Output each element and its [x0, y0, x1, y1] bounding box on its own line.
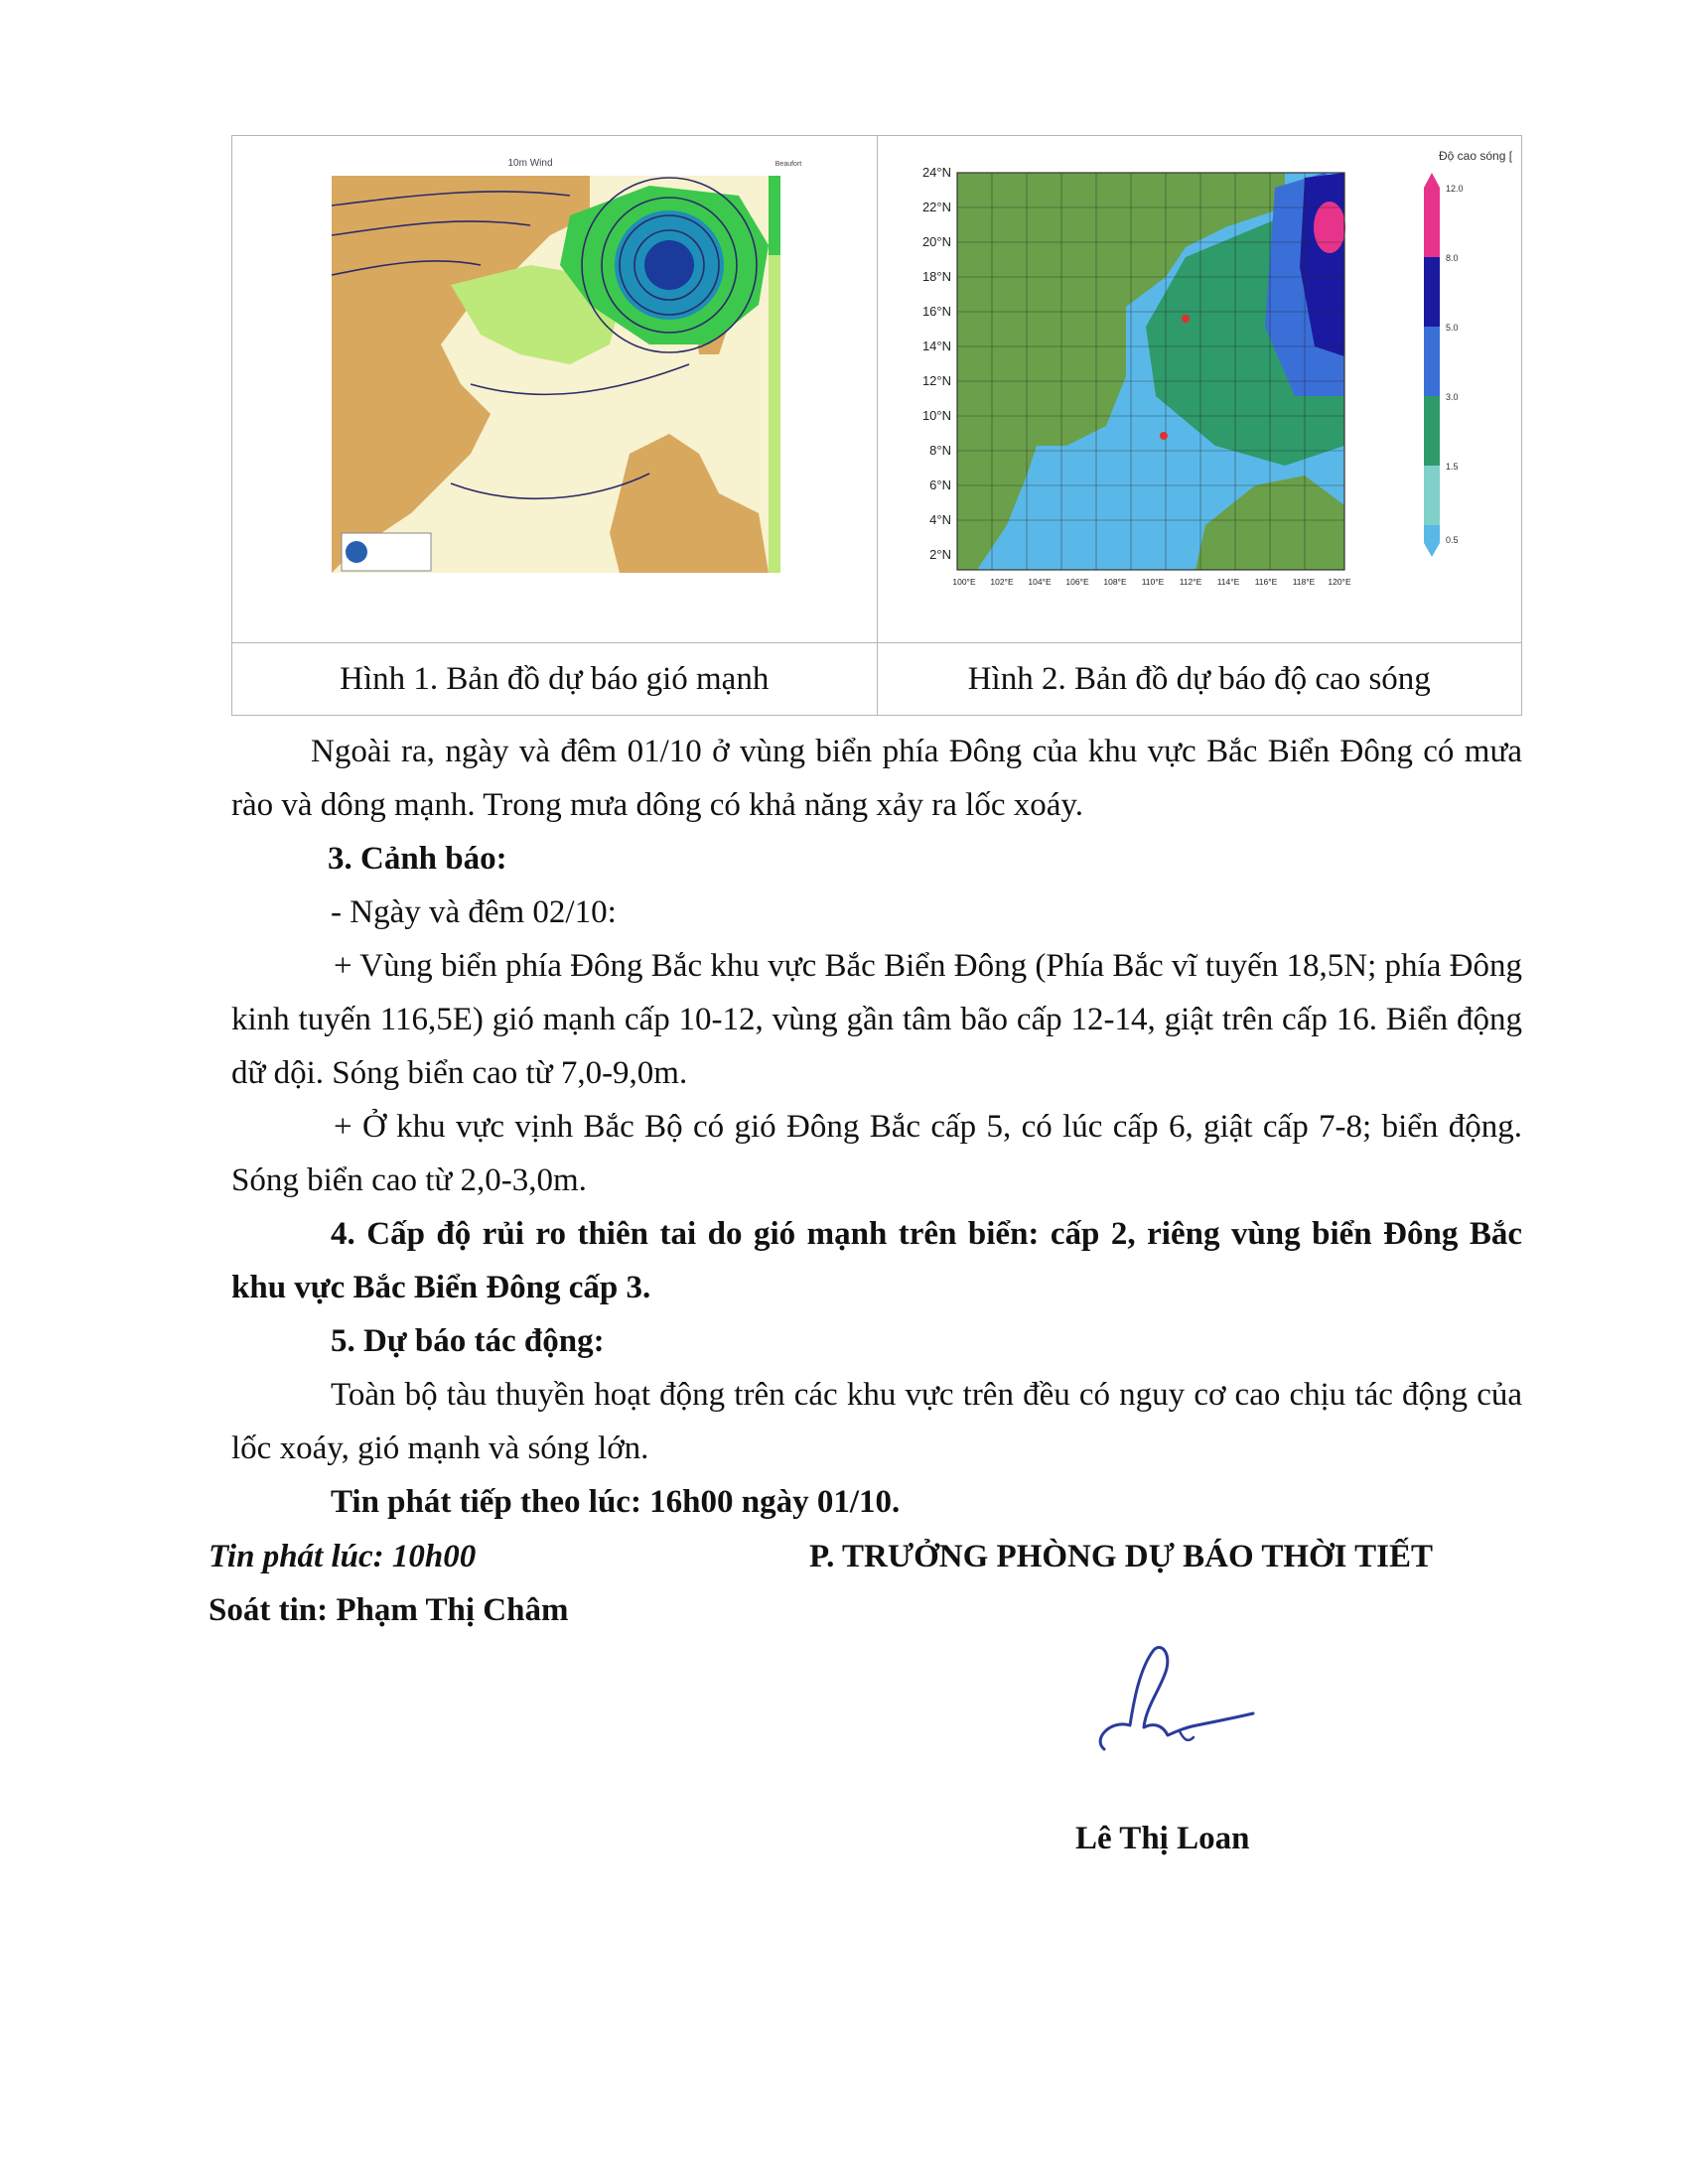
signer-position: P. TRƯỞNG PHÒNG DỰ BÁO THỜI TIẾT	[809, 1539, 1434, 1574]
lat-label: 8°N	[928, 443, 951, 458]
figure-1-cell	[232, 136, 878, 643]
lon-label: 120°E	[1327, 577, 1351, 587]
colorbar-tick: 0.5	[1445, 535, 1459, 545]
lon-label: 108°E	[1102, 577, 1127, 587]
day-label: - Ngày và đêm 02/10:	[331, 894, 617, 930]
section-4-heading: 4. Cấp độ rủi ro thiên tai do gió mạnh trên biển: cấp 2, riêng vùng biển Đông Bắc khu vực Bắc Biển Đông cấp 3.	[231, 1216, 1522, 1305]
colorbar-tick: 12.0	[1445, 184, 1464, 194]
signer-name: Lê Thị Loan	[1075, 1821, 1250, 1856]
lat-label: 2°N	[928, 547, 951, 562]
lat-label: 20°N	[921, 234, 951, 249]
colorbar-tick: 5.0	[1445, 323, 1459, 333]
island-marker-1	[1182, 315, 1190, 323]
lat-label: 6°N	[928, 478, 951, 492]
colorbar-tick: 8.0	[1445, 253, 1459, 263]
lat-label: 14°N	[921, 339, 951, 353]
figure-table	[231, 135, 1522, 716]
impact-paragraph: Toàn bộ tàu thuyền hoạt động trên các khu vực trên đều có nguy cơ cao chịu tác động của lốc xoáy, gió mạnh và sóng lớn.	[231, 1377, 1522, 1466]
wave-zone-extreme	[1314, 202, 1345, 253]
issued-time: Tin phát lúc: 10h00	[209, 1539, 477, 1574]
lon-label: 104°E	[1027, 577, 1052, 587]
lon-label: 116°E	[1254, 577, 1277, 587]
lon-label: 102°E	[989, 577, 1014, 587]
typhoon-core	[644, 240, 694, 290]
lat-label: 24°N	[921, 165, 951, 180]
lat-labels	[921, 165, 950, 562]
wave-colorbar-ticks	[1446, 184, 1464, 545]
wave-colorbar-title: Độ cao sóng [	[1438, 149, 1512, 163]
figure-1-caption: Hình 1. Bản đồ dự báo gió mạnh	[232, 643, 878, 716]
checked-by: Soát tin: Phạm Thị Châm	[209, 1592, 569, 1628]
lon-label: 100°E	[951, 577, 976, 587]
colorbar-tick: 1.5	[1445, 462, 1459, 472]
island-marker-2	[1160, 432, 1168, 440]
wind-map-title: 10m Wind	[507, 158, 553, 169]
signature	[1082, 1628, 1261, 1762]
lon-labels	[952, 577, 1351, 587]
lon-label: 110°E	[1141, 577, 1164, 587]
lat-label: 16°N	[921, 304, 951, 319]
section-3-heading: 3. Cảnh báo:	[328, 841, 507, 877]
warning-bullet-1: + Vùng biển phía Đông Bắc khu vực Bắc Biển Đông (Phía Bắc vĩ tuyến 18,5N; phía Đông kinh tuyến 116,5E) gió mạnh cấp 10-12, vùng gần tâm bão cấp 12-14, giật trên cấp 16. Biển động dữ dội. Sóng biển cao từ 7,0-9,0m.	[231, 948, 1522, 1091]
figure-2-cell	[877, 136, 1522, 643]
logo-icon	[346, 541, 367, 563]
lat-label: 22°N	[921, 200, 951, 214]
lat-label: 18°N	[921, 269, 951, 284]
section-5-heading: 5. Dự báo tác động:	[331, 1323, 605, 1359]
wind-forecast-map	[292, 156, 808, 608]
figure-2-caption: Hình 2. Bản đồ dự báo độ cao sóng	[877, 643, 1522, 716]
lon-label: 106°E	[1064, 577, 1089, 587]
wind-colorbar-title: Beaufort	[774, 161, 802, 168]
lon-label: 118°E	[1292, 577, 1315, 587]
colorbar-tick: 3.0	[1445, 392, 1459, 402]
warning-bullet-2: + Ở khu vực vịnh Bắc Bộ có gió Đông Bắc cấp 5, có lúc cấp 6, giật cấp 7-8; biển động. Sóng biển cao từ 2,0-3,0m.	[231, 1109, 1522, 1198]
wave-height-map	[888, 148, 1513, 614]
lat-label: 12°N	[921, 373, 951, 388]
lon-label: 114°E	[1216, 577, 1239, 587]
paragraph-thunderstorm: Ngoài ra, ngày và đêm 01/10 ở vùng biển phía Đông của khu vực Bắc Biển Đông có mưa rào và dông mạnh. Trong mưa dông có khả năng xảy ra lốc xoáy.	[231, 734, 1522, 823]
lon-label: 112°E	[1179, 577, 1201, 587]
wave-colorbar	[1424, 173, 1440, 557]
lat-label: 4°N	[928, 512, 951, 527]
lat-label: 10°N	[921, 408, 951, 423]
next-bulletin: Tin phát tiếp theo lúc: 16h00 ngày 01/10.	[331, 1484, 901, 1520]
